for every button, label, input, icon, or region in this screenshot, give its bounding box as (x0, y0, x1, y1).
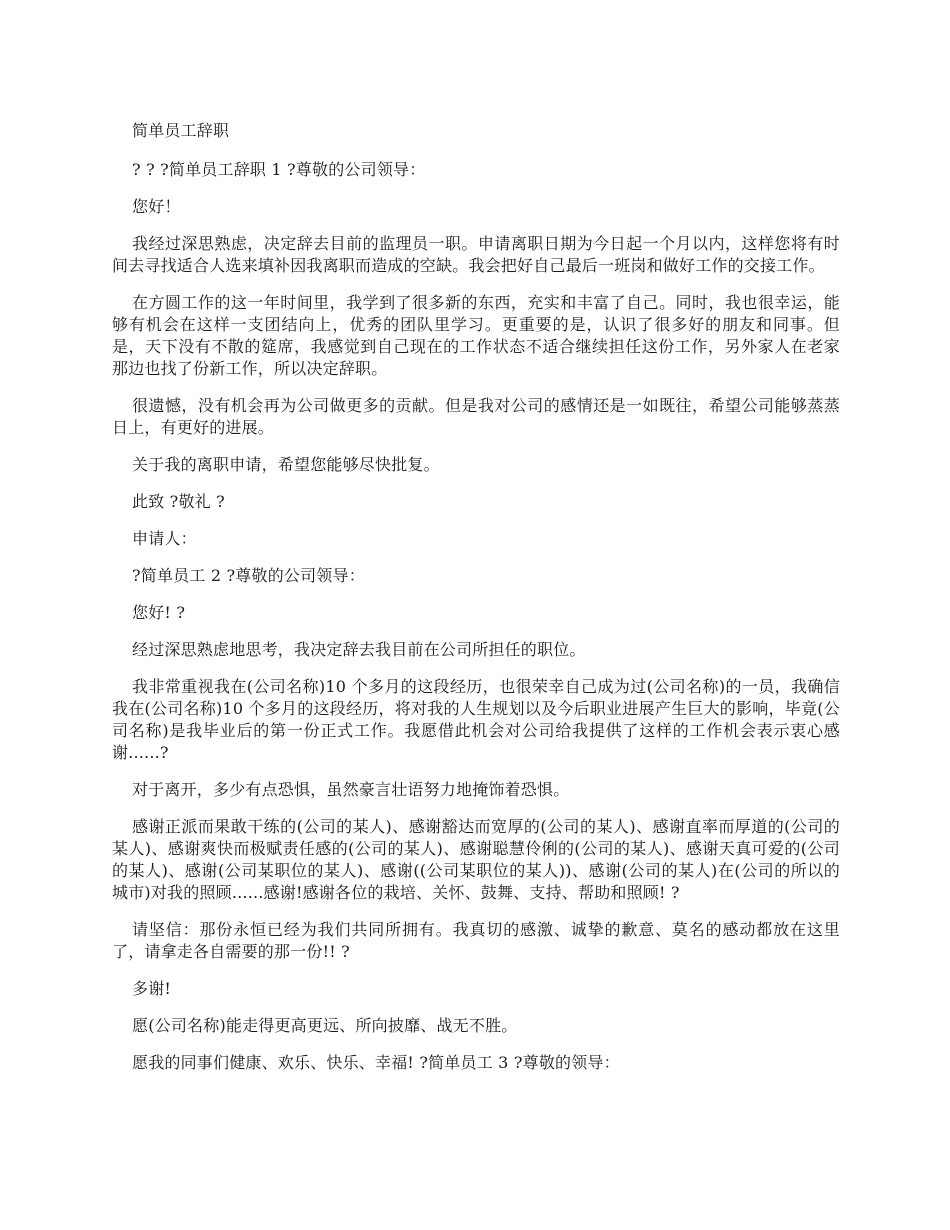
paragraph: 关于我的离职申请，希望您能够尽快批复。 (132, 455, 440, 474)
paragraph: 在方圆工作的这一年时间里，我学到了很多新的东西，充实和丰富了自己。同时，我也很幸运，能够有机会在这样一支团结向上，优秀的团队里学习。更重要的是，认识了很多好的朋友和同事。但是，天下没有不散的筵席，我感觉到自己现在的工作状态不适合继续担任这份工作，另外家人在老家那边也找了份新工作，所以决定辞职。 (112, 293, 840, 378)
paragraph: ? ? ?简单员工辞职 1 ?尊敬的公司领导： (132, 160, 426, 179)
paragraph: 经过深思熟虑地思考，我决定辞去我目前在公司所担任的职位。 (132, 640, 586, 659)
paragraph: 您好！ (132, 197, 181, 216)
paragraph: 愿我的同事们健康、欢乐、快乐、幸福! ?简单员工 3 ?尊敬的领导： (132, 1053, 620, 1072)
paragraph: 对于离开，多少有点恐惧，虽然豪言壮语努力地掩饰着恐惧。 (132, 780, 570, 799)
paragraph: 您好! ? (132, 603, 186, 622)
paragraph: 多谢! (132, 979, 172, 998)
paragraph: 申请人： (132, 529, 197, 548)
document-page (112, 120, 840, 1089)
paragraph: 此致 ?敬礼 ? (132, 492, 225, 511)
paragraph: 我非常重视我在(公司名称)10 个多月的这段经历，也很荣幸自己成为过(公司名称)的一员，我确信我在(公司名称)10 个多月的这段经历，将对我的人生规划以及今后职业进展产生巨大的影响，毕竟(公司名称)是我毕业后的第一份正式工作。我愿借此机会对公司给我提供了这样的工作机会表示衷心感谢......? (112, 677, 840, 762)
paragraph: 愿(公司名称)能走得更高更远、所向披靡、战无不胜。 (132, 1016, 518, 1035)
paragraph: 感谢正派而果敢干练的(公司的某人)、感谢豁达而宽厚的(公司的某人)、感谢直率而厚道的(公司的某人)、感谢爽快而极赋责任感的(公司的某人)、感谢聪慧伶俐的(公司的某人)、感谢天真可爱的(公司的某人)、感谢(公司某职位的某人)、感谢((公司某职位的某人))、感谢(公司的某人)在(公司的所以的城市)对我的照顾......感谢!感谢各位的栽培、关怀、鼓舞、支持、帮助和照顾! ? (112, 817, 840, 902)
document-title: 简单员工辞职 (132, 121, 230, 140)
paragraph: 很遗憾，没有机会再为公司做更多的贡献。但是我对公司的感情还是一如既往，希望公司能够蒸蒸日上，有更好的进展。 (112, 396, 840, 437)
paragraph: 请坚信：那份永恒已经为我们共同所拥有。我真切的感激、诚挚的歉意、莫名的感动都放在这里了，请拿走各自需要的那一份!! ? (112, 920, 840, 961)
paragraph: ?简单员工 2 ?尊敬的公司领导： (132, 566, 365, 585)
paragraph: 我经过深思熟虑，决定辞去目前的监理员一职。申请离职日期为今日起一个月以内，这样您将有时间去寻找适合人选来填补因我离职而造成的空缺。我会把好自己最后一班岗和做好工作的交接工作。 (112, 234, 840, 275)
